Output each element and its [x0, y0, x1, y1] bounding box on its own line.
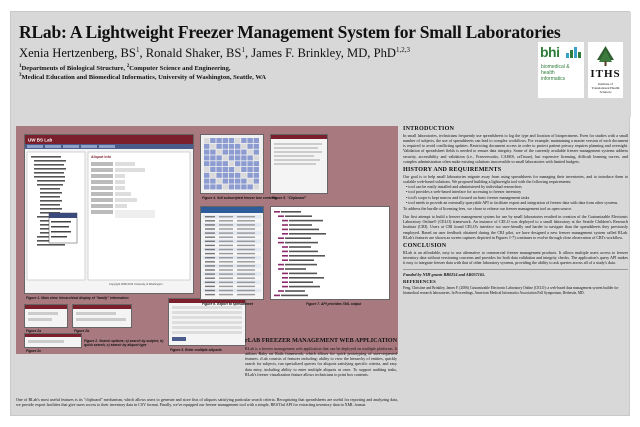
aliquot-panel-title: Aliquot Info: [91, 155, 111, 159]
requirement-item: • tool provides a web-based interface for accessing to freezer inventory: [406, 189, 522, 195]
figure-5-caption: Figure 5. "Clipboard": [272, 196, 307, 200]
figure-7-caption: Figure 7. API provides XML output: [306, 302, 362, 306]
poster-title: RLab: A Lightweight Freezer Management System for Small Laboratories: [19, 22, 561, 42]
app-main-view: [25, 135, 193, 293]
iths-logo-mark: ITHS: [590, 68, 621, 80]
requirement-item: • tool needs to provide an externally queryable API to facilitate export and integration of freezer data with data from other systems.: [406, 199, 619, 205]
references-heading: REFERENCES: [403, 279, 436, 285]
iths-logo: [588, 42, 623, 98]
figure-2b-label: Figure 2b: [74, 329, 90, 333]
xml-output: [271, 207, 389, 299]
figure-1-caption: Figure 1. Main view: hierarchical display of "family" information: [26, 296, 129, 300]
figure-5-screenshot: [270, 134, 328, 194]
funding-note: Funded by NIH grants RR0254 and AR057165.: [403, 269, 628, 277]
figure-panel: [16, 126, 398, 354]
iths-logo-text: Institute of Translational Health Sciences: [591, 82, 620, 94]
app-name: UW BS Lab: [28, 137, 53, 143]
tree-icon: [595, 45, 616, 67]
freezer-box-grid: [201, 135, 263, 193]
figure-3-caption: Figure 3. Enter multiple aliquots: [170, 348, 222, 352]
author: Xenia Hertzenberg, $BS^1$,: [19, 46, 146, 61]
history-text-3: Our first attempt to build a freezer management system for use by small laboratories resulted in creation of the Customizable Electronic Laboratory Online® (CELO) framework. An instance of CELO was deployed to a small laboratory at the Seattle Children's Research Institute (CRI). Users at CRI found CELO's interface too user-friendly and harder to navigate than the spreadsheets they previously employed. Based on user feedback obtained during the CRI pilot, we have designed a new freezer management system called RLab. RLab's features are shown as screen captures depicted in Figures 1-7) continues to evolve through close observation of CRI's workflow.: [403, 214, 628, 240]
bhi-logo: [538, 42, 584, 98]
app-section-text: RLab is a freezer management web application that can be deployed on multiple platforms. It utilizes Ruby on Rails framework, which allows for quick prototyping of user-requested features. rLab consists of features including: ability to view the hierarchy of entities, quickly search for subjects, run specialized queries for aliquots satisfying specific criteria, and easy data entry, including ability to enter multiple aliquots at once. To support auditing tasks, RLab's freezer visualization feature allows technicians to print box contents.: [245, 346, 397, 377]
history-text-2: To address the hurdle of licensing fees, we chose to release our freezer management tool as open source.: [403, 205, 573, 211]
bhi-logo-mark: bhi: [540, 44, 560, 60]
bhi-logo-text: biomedical & health informatics: [541, 64, 570, 82]
figure-2c-label: Figure 2c: [26, 349, 42, 353]
spreadsheet-export: [201, 207, 263, 299]
figure-2a-screenshot: [24, 304, 68, 328]
conclusion-heading: CONCLUSION: [403, 242, 447, 249]
reference-entry: Feng, Christine and Brinkley, James F. (2006) Customizable Electronic Laboratory Online (CELO): a web-based data management system builder for biomedical research laboratories. In Proceedings, American Medical Informatics Association Fall Symposium, Bethesda, MD.: [403, 286, 619, 295]
figure-2c-screenshot: [24, 333, 82, 348]
figure-4-caption: Figure 4. 9x9 subscripted freezer box contents: [202, 196, 277, 200]
affiliation-line-2: $^3$Medical Education and Biomedical Informatics, University of Washington, Seattle, WA: [19, 73, 266, 82]
figure-1-screenshot: [24, 134, 194, 294]
right-column: [403, 126, 628, 416]
figure-7-screenshot: [270, 206, 390, 300]
requirement-item: • tool's scope is kept narrow and focused on basic freezer management tasks: [406, 194, 530, 200]
author: Ronald Shaker, $BS^1$,: [145, 46, 252, 61]
copyright-line: Copyright 2008-2013 University of Washington: [109, 283, 163, 286]
app-section-heading: rLAB FREEZER MANAGEMENT WEB APPLICATION: [245, 338, 398, 344]
history-text-1: Our goal is to help small laboratories migrate away from using spreadsheets for managing their inventories, and to introduce them to scalable web-based solutions. We proposed building a lightweight tool with the following requirements:: [403, 173, 628, 185]
figure-6-screenshot: [200, 206, 264, 300]
conclusion-text: RLab is an affordable, easy to use alternative to commercial freezer management products. It allows multiple users access to freezer inventory data without versioning concerns and provides for both data validation and integrity checks. The application's query API makes it easy to integrate freezer data with that of other laboratory systems, providing the ability to ask queries across all of a study's data.: [403, 249, 628, 266]
introduction-heading: INTRODUCTION: [403, 126, 455, 132]
author: James F. Brinkley, MD, PhD$^{1,2,3}$: [251, 46, 410, 61]
figure-2-caption: Figure 2. Search options: a) search by subject, b) quick search, c) search by aliquot type: [84, 339, 164, 347]
poster-header: [11, 12, 631, 117]
introduction-text: In small laboratories, technicians frequently use spreadsheets to log the type and location of biospecimens. Even for studies with a small number of subjects, the use of spreadsheets can lead to complex workflows. For example, maintaining a master version of each document is required to avoid conflicting updates. Restricting document access in order to protect patient privacy requires planning and oversight. Validation of spreadsheet fields is needed to ensure data integrity. Some of the currently available freezer management systems address security, accessibility and validation (i.e., Freezerworks, CAISIS, caTissue), but expensive licensing, difficult learning curves, and complex administration often make existing solutions inaccessible to small laboratories with limited budgets.: [403, 133, 628, 164]
bar-chart-icon: [566, 46, 581, 58]
figure-2a-label: Figure 2a: [26, 329, 42, 333]
affiliation-line-1: $^1$Departments of Biological Structure, $^2$Computer Science and Engineering,: [19, 64, 231, 73]
author-list: [19, 46, 410, 61]
poster: [10, 11, 630, 416]
history-heading: HISTORY AND REQUIREMENTS: [403, 166, 502, 173]
figure-2b-screenshot: [72, 304, 132, 328]
figure-6-caption: Figure 6. Export to spreadsheet: [202, 302, 253, 306]
clipboard-section-text: One of RLab's most useful features is its "clipboard" mechanism, which allows users to generate and store lists of aliquots satisfying particular search criteria. Recognizing that spreadsheets are useful for reporting and analyzing data, we provide export facilities that give users access to their inventory data in CSV format. Finally, we've equipped our freezer management tool with a simple, RESTful API for extracting inventory data in XML format.: [16, 397, 398, 408]
requirement-item: • tool can be easily installed and administered by individual researchers: [406, 184, 522, 190]
figure-4-screenshot: [200, 134, 264, 194]
